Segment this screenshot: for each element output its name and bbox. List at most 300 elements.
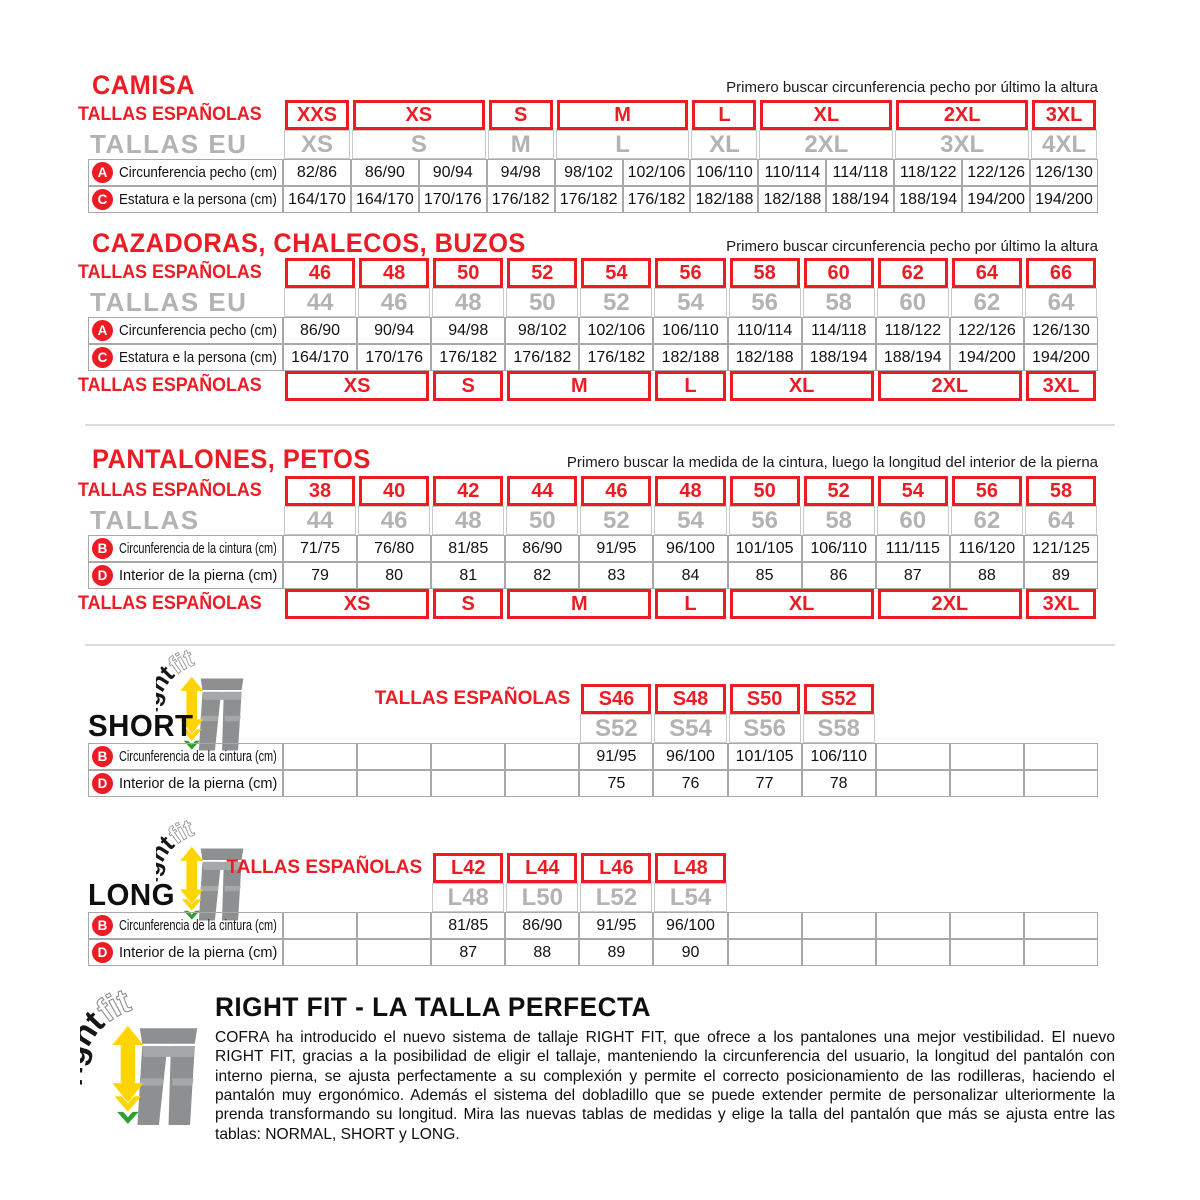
subheader-spacer [88,714,579,743]
spanish-size-cell [507,853,577,883]
spanish-size-cell-text: 64 [975,261,998,284]
eu-size-cell [877,506,949,535]
measure-value-cell [1024,770,1098,797]
measure-value-cell-text: 96/100 [666,916,715,934]
measure-value-cell [802,912,876,939]
measure-value-cell-text: 176/182 [491,190,550,208]
measure-value-cell [283,344,357,371]
short-size-table [88,684,1098,797]
measure-value-cell [351,159,419,186]
spanish-size-group-cell-text: 2XL [931,374,969,397]
measure-value-cell-text: 90/94 [374,321,415,339]
eu-size-cell-text: 62 [973,288,1001,316]
spanish-size-cell [581,853,651,883]
measure-value-cell [505,317,579,344]
spanish-size-cell [655,684,725,714]
measure-value-cell-text: 170/176 [365,348,424,366]
eu-size-cell-text: 46 [380,288,408,316]
spanish-size-cell [655,853,725,883]
measure-value-cell-text: 121/125 [1032,539,1090,557]
measure-value-cell-text: 85 [755,566,774,584]
eu-size-cell [654,506,726,535]
measure-value-cell-text: 98/102 [517,321,567,339]
measure-value-cell [623,159,691,186]
eu-size-cell-text: S54 [669,714,712,742]
measure-label-text: Interior de la pierna (cm) [119,775,278,792]
measure-value-cell-text: 102/106 [627,163,686,181]
spanish-size-cell [507,258,577,288]
eu-size-cell-text: 60 [899,288,927,316]
spanish-size-cell-text: S [514,103,528,126]
spanish-size-group-cell [1026,589,1096,619]
measure-value-cell [728,317,802,344]
eu-size-cell-text: S [410,130,427,158]
spanish-size-group-cell-text: 3XL [1042,592,1080,615]
measure-value-cell [802,317,876,344]
spanish-size-cell [730,258,800,288]
eu-size-cell [895,130,1029,159]
measure-value-cell-text: 102/106 [587,321,646,339]
measure-value-cell-text: 90/94 [432,163,473,181]
eu-size-cell-text: S56 [743,714,786,742]
measure-value-cell [283,159,351,186]
spanish-size-cell [804,258,874,288]
measure-value-cell-text: 91/95 [596,539,637,557]
measure-value-cell-text: 81 [459,566,478,584]
section-divider [85,424,1115,426]
measure-value-cell-text: 122/126 [957,321,1016,339]
eu-size-cell-text: L48 [447,883,489,911]
spanish-size-cell [557,100,689,130]
measure-value-cell [505,535,579,562]
spanish-size-cell [489,100,553,130]
measure-value-cell [950,743,1024,770]
spanish-size-group-cell-text: S [461,592,475,615]
spanish-size-cell-text: 56 [679,261,702,284]
spanish-size-cell-text: L48 [673,856,708,879]
subheader-spacer [88,883,431,912]
measure-value-cell [283,317,357,344]
spanish-sizes-footer-label-text: TALLAS ESPAÑOLAS [78,375,263,396]
measure-value-cell-text: 106/110 [696,163,753,181]
eu-size-cell [284,288,356,317]
measure-value-cell-text: 83 [607,566,626,584]
spanish-size-cell [581,684,651,714]
spanish-size-cell [952,258,1022,288]
spanish-size-cell-text: L44 [525,856,560,879]
measure-value-cell [802,743,876,770]
spanish-size-cell [1026,476,1096,506]
eu-size-cell-text: 52 [603,506,630,534]
measure-value-cell [283,743,357,770]
measure-value-cell [876,770,950,797]
measure-value-cell [802,939,876,966]
measure-value-cell [1024,743,1098,770]
spanish-size-group-cell [878,589,1022,619]
spanish-size-cell-text: 46 [308,261,332,284]
spanish-size-group-cell [1026,371,1096,401]
measure-value-cell [431,344,505,371]
measure-value-cell-text: 81/85 [448,539,489,557]
eu-size-cell [877,288,949,317]
measure-value-cell-text: 86/90 [300,321,341,339]
measure-value-cell [728,939,802,966]
measure-value-cell-text: 182/188 [763,190,822,208]
measure-label [88,743,283,770]
eu-size-cell-text: 2XL [804,130,849,158]
measure-value-cell [876,344,950,371]
spanish-size-cell-text: 48 [679,479,702,502]
eu-size-cell [803,288,875,317]
measure-value-cell-text: 77 [755,774,774,792]
measure-value-cell [1030,159,1098,186]
spanish-size-cell-text: S52 [820,687,857,710]
measure-label [88,535,283,562]
spanish-size-cell [760,100,892,130]
measure-label-text: Estatura e la persona (cm) [119,349,277,366]
spanish-size-cell [730,684,800,714]
measure-value-cell [357,562,431,589]
rightfit-heading: RIGHT FIT - LA TALLA PERFECTA [215,992,651,1022]
spanish-size-cell [655,258,725,288]
measure-label-text: Estatura e la persona (cm) [119,191,277,208]
measure-label [88,317,283,344]
eu-size-cell [432,288,504,317]
measure-value-cell [950,535,1024,562]
eu-size-cell-text: M [510,130,531,158]
short-label: SHORT [88,708,194,743]
spanish-size-group-cell-text: M [571,592,588,615]
eu-size-cell [729,506,801,535]
spanish-size-group-cell [507,371,651,401]
measure-value-cell-text: 96/100 [666,539,715,557]
measure-value-cell [505,939,579,966]
measure-value-cell-text: 188/194 [883,348,942,366]
eu-size-cell-text: 56 [751,506,778,534]
measure-value-cell-text: 188/194 [831,190,890,208]
pantalones-title: PANTALONES, PETOS [92,444,371,474]
spanish-size-cell [433,476,503,506]
spanish-sizes-label-text: TALLAS ESPAÑOLAS [78,480,263,501]
eu-size-cell [1031,130,1097,159]
spanish-size-cell-text: 3XL [1045,103,1083,126]
measure-value-cell-text: 110/114 [764,163,821,181]
spanish-size-cell-text: 50 [457,261,480,284]
measure-value-cell [283,939,357,966]
measure-value-cell [653,562,727,589]
section-divider [85,644,1115,646]
spanish-size-cell [692,100,756,130]
measure-value-cell [728,562,802,589]
measure-value-cell [802,535,876,562]
spanish-size-group-cell [507,589,651,619]
spanish-size-cell-text: XL [813,103,840,126]
measure-value-cell-text: 76 [681,774,700,792]
measure-value-cell [1024,562,1098,589]
eu-size-cell-text: 58 [825,506,853,534]
spanish-size-cell [655,476,725,506]
long-size-table [88,853,1098,966]
measure-value-cell [962,186,1030,213]
eu-size-cell [1025,506,1097,535]
spanish-size-cell [353,100,485,130]
measure-value-cell [690,159,758,186]
measure-value-cell [283,535,357,562]
measure-badge-B-icon: B [92,746,113,767]
measure-value-cell [419,159,487,186]
eu-size-cell-text: 54 [677,506,704,534]
measure-value-cell [876,743,950,770]
eu-size-cell [506,506,578,535]
measure-value-cell [653,535,727,562]
measure-label [88,770,283,797]
cazadoras-size-table [78,258,1098,401]
measure-value-cell [487,159,555,186]
measure-value-cell-text: 90 [681,943,700,961]
eu-size-cell-text: 58 [825,288,853,316]
measure-value-cell [357,912,431,939]
measure-value-cell-text: 89 [607,943,626,961]
eu-size-cell [358,288,430,317]
measure-value-cell [579,939,653,966]
measure-value-cell-text: 164/170 [291,348,349,366]
measure-value-cell-text: 164/170 [288,190,346,208]
measure-value-cell [505,743,579,770]
measure-value-cell [623,186,691,213]
measure-label [88,344,283,371]
measure-value-cell-text: 114/118 [810,321,867,339]
spanish-size-group-cell [878,371,1022,401]
measure-value-cell [802,344,876,371]
measure-value-cell-text: 116/120 [958,539,1016,557]
spanish-size-cell-text: 50 [753,479,776,502]
measure-value-cell-text: 87 [459,943,478,961]
spanish-size-cell-text: 40 [383,479,406,502]
spanish-sizes-label [78,100,283,130]
eu-size-cell-text: 50 [528,288,556,316]
measure-value-cell [283,186,351,213]
measure-value-cell-text: 86/90 [522,916,563,934]
spanish-size-cell [581,258,651,288]
spanish-size-cell [878,476,948,506]
eu-size-cell [488,130,554,159]
eu-size-cell [556,130,690,159]
spanish-size-cell [952,476,1022,506]
measure-value-cell [653,770,727,797]
measure-value-cell [728,743,802,770]
eu-size-cell-text: L54 [669,883,712,911]
eu-size-cell-text: 44 [306,288,334,316]
spanish-sizes-label [78,258,283,288]
measure-label-text: Interior de la pierna (cm) [119,944,278,961]
eu-size-cell-text: L52 [595,883,638,911]
pantalones-note: Primero buscar la medida de la cintura, luego la longitud del interior de la pierna [566,454,1098,471]
spanish-sizes-label [78,476,283,506]
spanish-size-cell-text: 46 [605,479,628,502]
eu-size-cell [951,288,1023,317]
eu-size-cell-text: 50 [528,506,556,534]
measure-label [88,912,283,939]
spanish-size-cell [433,853,503,883]
eu-size-cell [951,506,1023,535]
eu-size-cell [729,288,801,317]
eu-size-cell-text: S58 [817,714,861,742]
measure-value-cell [876,535,950,562]
eu-size-cell-text: 3XL [940,130,985,158]
spanish-size-cell-text: S48 [672,687,709,710]
measure-value-cell-text: 194/200 [957,348,1016,366]
eu-size-cell-text: 4XL [1042,130,1087,158]
eu-size-cell-text: 62 [973,506,1001,534]
measure-value-cell-text: 106/110 [662,321,719,339]
measure-value-cell-text: 126/130 [1035,163,1093,181]
measure-value-cell-text: 194/200 [967,190,1026,208]
eu-size-cell-text: L [615,130,630,158]
measure-value-cell [826,159,894,186]
measure-value-cell-text: 86/90 [522,539,563,557]
spanish-sizes-label-text: TALLAS ESPAÑOLAS [374,688,571,709]
measure-value-cell-text: 101/105 [735,539,794,557]
eu-size-cell-text: 60 [899,506,927,534]
measure-value-cell-text: 194/200 [1035,190,1093,208]
eu-size-cell [506,288,578,317]
measure-badge-D-icon: D [92,942,113,963]
measure-value-cell [653,912,727,939]
measure-value-cell [962,159,1030,186]
spanish-size-group-cell [433,589,503,619]
eu-size-cell [432,883,504,912]
spanish-size-cell [433,258,503,288]
measure-value-cell [1030,186,1098,213]
measure-value-cell [950,344,1024,371]
measure-value-cell [357,317,431,344]
eu-size-cell [759,130,893,159]
measure-value-cell [579,770,653,797]
measure-value-cell [802,562,876,589]
spanish-sizes-label-text: TALLAS ESPAÑOLAS [78,262,263,283]
spanish-size-cell-text: 66 [1049,261,1073,284]
eu-size-cell [654,288,726,317]
measure-value-cell-text: 96/100 [666,747,715,765]
measure-badge-A-icon: A [92,162,113,183]
spanish-size-group-cell-text: L [684,592,697,615]
measure-value-cell [283,912,357,939]
eu-sizes-label-text: TALLAS [90,505,200,535]
measure-value-cell-text: 82 [533,566,552,584]
spanish-size-cell-text: XS [405,103,433,126]
measure-value-cell-text: 91/95 [596,916,637,934]
eu-size-cell-text: 64 [1047,288,1075,316]
spanish-size-cell [359,258,429,288]
measure-value-cell [431,912,505,939]
measure-value-cell [505,770,579,797]
measure-value-cell [555,186,623,213]
measure-value-cell [351,186,419,213]
spanish-size-cell-text: 60 [827,261,850,284]
measure-label [88,186,283,213]
spanish-size-cell-text: S46 [598,687,635,710]
measure-value-cell [1024,939,1098,966]
measure-badge-D-icon: D [92,565,113,586]
measure-value-cell [579,743,653,770]
cazadoras-note: Primero buscar circunferencia pecho por último la altura [726,238,1098,255]
eu-size-cell [580,883,652,912]
measure-value-cell-text: 106/110 [810,747,867,765]
spanish-size-group-cell-text: 2XL [931,592,969,615]
measure-label-text: Interior de la pierna (cm) [119,567,278,584]
spanish-size-cell-text: 42 [457,479,480,502]
measure-value-cell-text: 88 [977,566,996,584]
measure-value-cell [728,344,802,371]
measure-value-cell [876,939,950,966]
measure-value-cell [826,186,894,213]
spanish-size-cell-text: 54 [605,261,628,284]
eu-sizes-label [88,506,283,535]
measure-value-cell [357,535,431,562]
eu-size-cell-text: 52 [603,288,630,316]
measure-value-cell [579,535,653,562]
measure-value-cell [431,535,505,562]
pantalones-size-table [78,476,1098,619]
spanish-size-cell-text: S50 [746,687,783,710]
spanish-size-group-cell [433,371,503,401]
measure-value-cell [357,344,431,371]
measure-value-cell-text: 111/115 [885,539,940,557]
spanish-size-cell-text: 62 [901,261,924,284]
spanish-size-cell [1026,258,1096,288]
measure-value-cell-text: 86/90 [364,163,405,181]
eu-size-cell-text: 48 [454,288,482,316]
header-spacer [876,684,1098,714]
spanish-sizes-footer-label [78,371,283,401]
measure-value-cell [579,562,653,589]
measure-badge-A-icon: A [92,320,113,341]
measure-value-cell [950,912,1024,939]
measure-value-cell [579,344,653,371]
eu-sizes-label [88,130,283,159]
measure-value-cell-text: 164/170 [355,190,414,208]
spanish-size-group-cell-text: 3XL [1042,374,1080,397]
measure-value-cell [876,317,950,344]
measure-value-cell-text: 86 [829,566,848,584]
measure-value-cell [431,562,505,589]
spanish-size-group-cell-text: S [461,374,475,397]
eu-size-cell [803,714,875,743]
subheader-spacer [728,883,1098,912]
spanish-sizes-label-text: TALLAS ESPAÑOLAS [78,104,263,125]
eu-size-cell-text: L50 [521,883,563,911]
spanish-sizes-label [88,684,579,714]
long-label: LONG [88,877,175,912]
spanish-size-cell-text: 44 [531,479,554,502]
eu-size-cell-text: S52 [595,714,638,742]
measure-value-cell-text: 89 [1052,566,1070,584]
spanish-sizes-label-text: TALLAS ESPAÑOLAS [226,857,423,878]
spanish-size-cell [285,258,355,288]
eu-size-cell [1025,288,1097,317]
spanish-size-cell-text: 48 [383,261,406,284]
measure-value-cell-text: 101/105 [735,747,794,765]
measure-value-cell-text: 81/85 [448,916,489,934]
spanish-size-group-cell [730,371,874,401]
measure-value-cell [431,743,505,770]
measure-badge-C-icon: C [92,347,113,368]
eu-size-cell-text: 48 [454,506,482,534]
measure-value-cell [357,743,431,770]
measure-label-text: Circunferencia de la cintura (cm) [119,917,277,934]
measure-badge-C-icon: C [92,189,113,210]
measure-value-cell-text: 114/118 [832,163,889,181]
